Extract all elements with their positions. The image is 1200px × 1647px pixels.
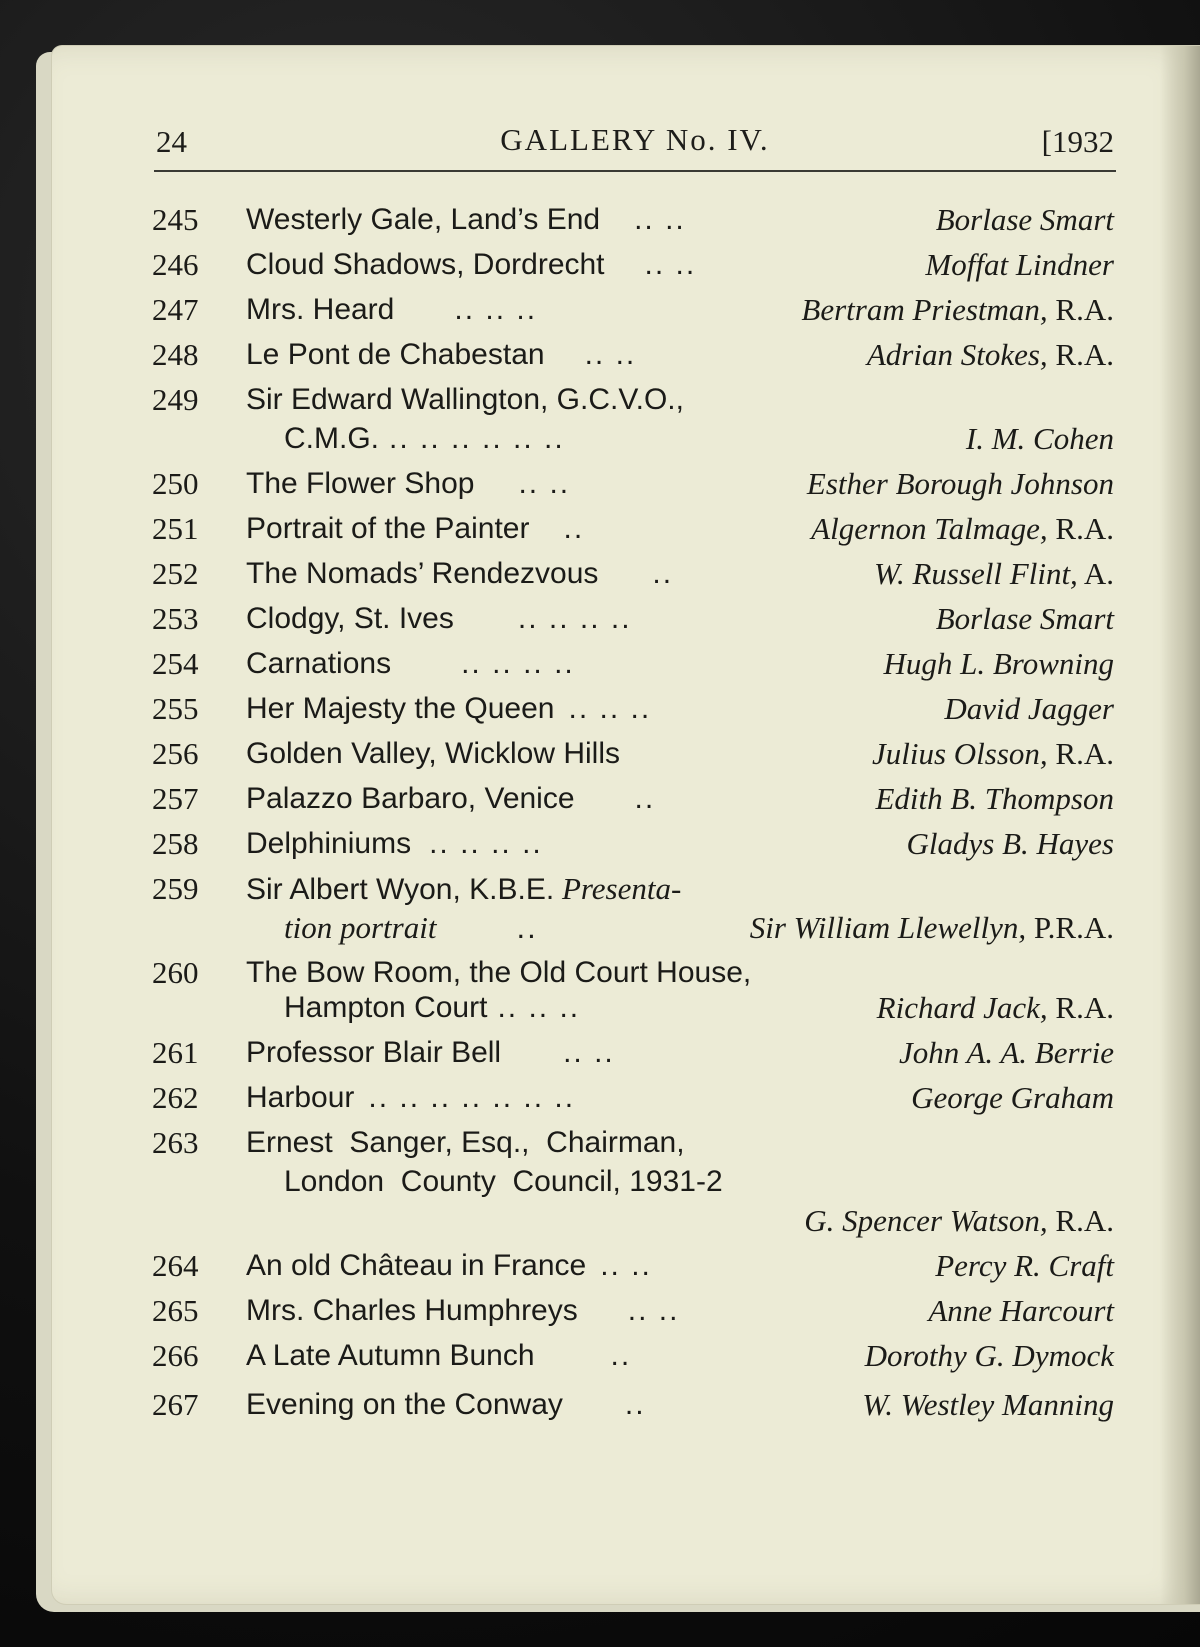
- entry-number: 260: [152, 955, 199, 990]
- entry-number: 263: [152, 1125, 199, 1160]
- entry-artist: Julius Olsson, R.A.: [871, 736, 1114, 771]
- entry-number: 253: [152, 601, 199, 636]
- entry-artist: I. M. Cohen: [965, 421, 1114, 456]
- entry-artist: Adrian Stokes, R.A.: [866, 337, 1114, 372]
- entry-number: 258: [152, 826, 199, 861]
- entry-number: 254: [152, 646, 199, 681]
- entry-artist: Gladys B. Hayes: [906, 826, 1114, 861]
- entry-artist: Moffat Lindner: [925, 247, 1114, 282]
- catalogue-entry: [152, 731, 1114, 776]
- entry-title: An old Château in France .. ..: [246, 1249, 652, 1282]
- entry-artist: Algernon Talmage, R.A.: [811, 511, 1114, 546]
- catalogue-entry: [152, 686, 1114, 731]
- entry-title: Westerly Gale, Land’s End .. ..: [246, 203, 686, 236]
- entry-number: 249: [152, 382, 199, 417]
- catalogue-entry: [152, 1030, 1114, 1075]
- entry-title: Ernest Sanger, Esq., Chairman,: [246, 1126, 685, 1159]
- catalogue-entry: [152, 461, 1114, 506]
- entry-number: 261: [152, 1035, 199, 1070]
- catalogue-entry: [152, 377, 1114, 461]
- catalogue-entry: [152, 776, 1114, 821]
- entry-number: 248: [152, 337, 199, 372]
- entry-number: 264: [152, 1248, 199, 1283]
- catalogue-entry: [152, 821, 1114, 866]
- entry-artist: Dorothy G. Dymock: [864, 1338, 1114, 1373]
- header-rule: [154, 170, 1116, 172]
- entry-number: 255: [152, 691, 199, 726]
- catalogue-entry: [152, 641, 1114, 686]
- page-number: 24: [156, 124, 187, 159]
- entry-title: Golden Valley, Wicklow Hills: [246, 737, 620, 770]
- entry-title: Mrs. Heard .. .. ..: [246, 293, 538, 326]
- catalogue-entry: [152, 551, 1114, 596]
- page-gutter-shadow: [1160, 46, 1200, 1604]
- entry-artist: W. Westley Manning: [862, 1387, 1114, 1422]
- entry-title: Sir Albert Wyon, K.B.E. Presenta-: [246, 871, 682, 906]
- entry-number: 252: [152, 556, 199, 591]
- entry-title-continued: London County Council, 1931-2: [284, 1165, 723, 1198]
- entry-title: Evening on the Conway ..: [246, 1388, 646, 1421]
- entry-artist: Hugh L. Browning: [883, 646, 1114, 681]
- catalogue-entry: [152, 866, 1114, 950]
- entry-artist: W. Russell Flint, A.: [874, 556, 1114, 591]
- catalogue-entry: [152, 1333, 1114, 1378]
- entry-artist: Esther Borough Johnson: [806, 466, 1114, 501]
- catalogue-entry: [152, 950, 1114, 1030]
- entry-number: 259: [152, 871, 199, 906]
- entry-artist: Edith B. Thompson: [875, 781, 1114, 816]
- entry-title: Carnations .. .. .. ..: [246, 647, 575, 680]
- catalogue-entry: [152, 506, 1114, 551]
- entry-artist: Sir William Llewellyn, P.R.A.: [749, 910, 1114, 945]
- entry-artist: Bertram Priestman, R.A.: [801, 292, 1114, 327]
- entry-number: 257: [152, 781, 199, 816]
- catalogue-entry: [152, 1243, 1114, 1288]
- entry-artist: Richard Jack, R.A.: [876, 990, 1114, 1025]
- entry-title-continued: C.M.G. .. .. .. .. .. ..: [284, 422, 565, 455]
- entry-artist: Borlase Smart: [935, 202, 1114, 237]
- catalogue-entry: [152, 332, 1114, 377]
- entry-number: 246: [152, 247, 199, 282]
- catalogue-entries: [152, 197, 1114, 1427]
- entry-title: Delphiniums .. .. .. ..: [246, 827, 543, 860]
- entry-title: Clodgy, St. Ives .. .. .. ..: [246, 602, 632, 635]
- entry-artist: G. Spencer Watson, R.A.: [804, 1203, 1114, 1238]
- catalogue-entry: [152, 197, 1114, 242]
- catalogue-entry: [152, 1075, 1114, 1120]
- entry-artist: Borlase Smart: [935, 601, 1114, 636]
- entry-number: 266: [152, 1338, 199, 1373]
- entry-title: Her Majesty the Queen .. .. ..: [246, 692, 652, 725]
- entry-title: Mrs. Charles Humphreys .. ..: [246, 1294, 680, 1327]
- catalogue-entry: [152, 596, 1114, 641]
- entry-title: The Nomads’ Rendezvous ..: [246, 557, 674, 590]
- entry-number: 265: [152, 1293, 199, 1328]
- catalogue-entry: [152, 1288, 1114, 1333]
- entry-title: Professor Blair Bell .. ..: [246, 1036, 615, 1069]
- catalogue-year: [1932: [1041, 124, 1114, 159]
- entry-artist: Anne Harcourt: [928, 1293, 1114, 1328]
- entry-number: 245: [152, 202, 199, 237]
- entry-title: Palazzo Barbaro, Venice ..: [246, 782, 656, 815]
- entry-title: Portrait of the Painter ..: [246, 512, 585, 545]
- catalogue-entry: [152, 1382, 1114, 1427]
- entry-title-continued: Hampton Court .. .. ..: [284, 991, 581, 1024]
- entry-title: Cloud Shadows, Dordrecht .. ..: [246, 248, 697, 281]
- entry-number: 247: [152, 292, 199, 327]
- entry-title: The Bow Room, the Old Court House,: [246, 956, 752, 989]
- entry-number: 262: [152, 1080, 199, 1115]
- entry-title-continued: tion portrait ..: [284, 910, 538, 945]
- catalogue-entry: [152, 1120, 1114, 1243]
- gallery-title: GALLERY No. IV.: [500, 122, 770, 157]
- entry-title: Le Pont de Chabestan .. ..: [246, 338, 637, 371]
- page-header: [156, 118, 1114, 168]
- entry-title: A Late Autumn Bunch ..: [246, 1339, 632, 1372]
- entry-artist: John A. A. Berrie: [899, 1035, 1114, 1070]
- entry-artist: David Jagger: [944, 691, 1114, 726]
- entry-title: The Flower Shop .. ..: [246, 467, 571, 500]
- entry-number: 250: [152, 466, 199, 501]
- entry-title: Sir Edward Wallington, G.C.V.O.,: [246, 383, 684, 416]
- entry-number: 267: [152, 1387, 199, 1422]
- entry-artist: George Graham: [911, 1080, 1114, 1115]
- entry-artist: Percy R. Craft: [935, 1248, 1114, 1283]
- entry-number: 256: [152, 736, 199, 771]
- entry-number: 251: [152, 511, 199, 546]
- entry-title: Harbour .. .. .. .. .. .. ..: [246, 1081, 576, 1114]
- catalogue-entry: [152, 287, 1114, 332]
- catalogue-entry: [152, 242, 1114, 287]
